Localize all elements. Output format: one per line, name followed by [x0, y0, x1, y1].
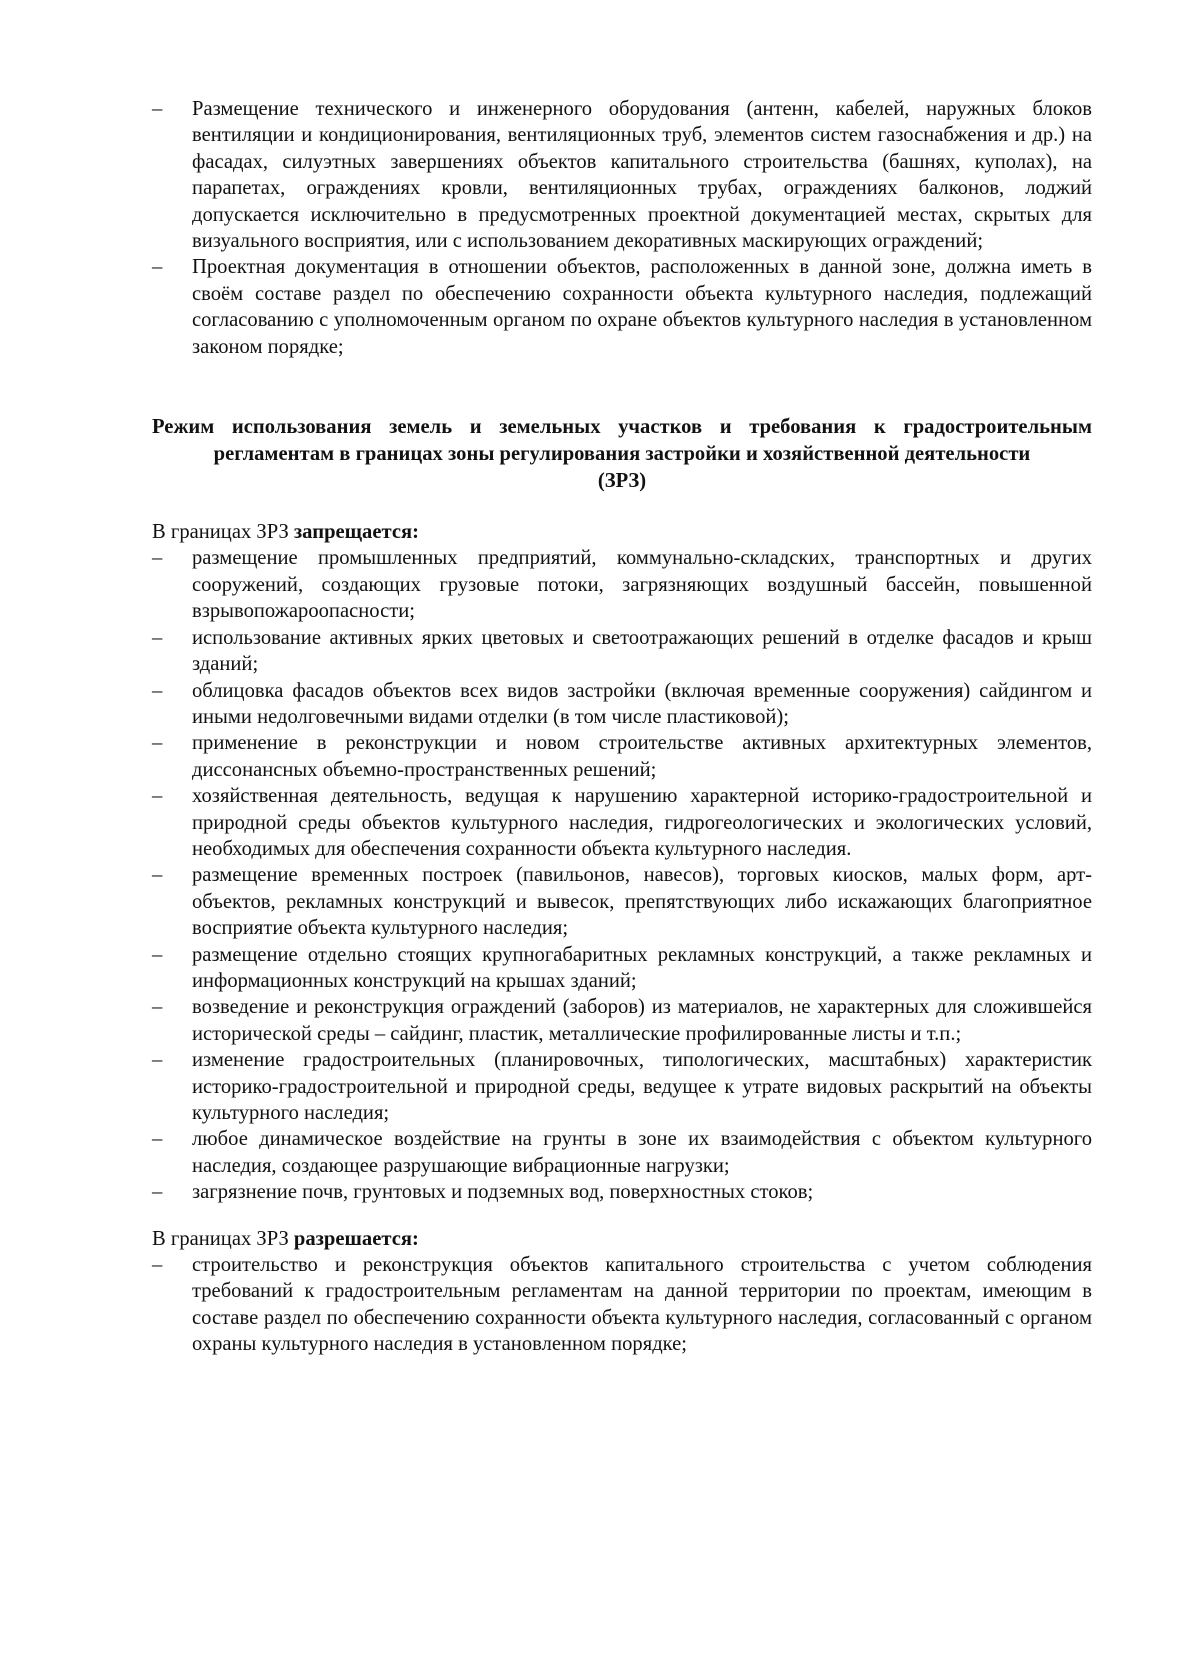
allowed-label-prefix: В границах ЗРЗ	[152, 1227, 294, 1250]
dash-marker: –	[152, 943, 163, 966]
list-item	[152, 254, 1092, 360]
allowed-label	[152, 1226, 1092, 1252]
prohibited-label-keyword: запрещается:	[293, 521, 419, 544]
dash-marker: –	[152, 547, 163, 570]
list-item-text: применение в реконструкции и новом строительстве активных архитектурных элементов, диссонансных объемно-пространственных решений;	[192, 732, 1092, 781]
dash-marker: –	[152, 1128, 163, 1151]
list-item	[152, 1047, 1092, 1126]
section-heading-abbreviation: (ЗРЗ)	[597, 470, 647, 493]
list-item	[152, 730, 1092, 783]
dash-marker: –	[152, 1181, 163, 1204]
section-heading-title: Режим использования земель и земельных участков и требования к градостроительным регламентам в границах зоны регулирования застройки и хозяйственной деятельности	[152, 416, 1092, 466]
section-heading	[152, 414, 1092, 495]
list-item-text: размещение отдельно стоящих крупногабаритных рекламных конструкций, а также рекламных и информационных конструкций на крышах зданий;	[192, 943, 1092, 992]
allowed-label-keyword: разрешается:	[293, 1227, 419, 1250]
dash-marker: –	[152, 1254, 163, 1277]
list-item	[152, 545, 1092, 624]
list-item	[152, 1179, 1092, 1205]
list-item	[152, 942, 1092, 995]
dash-marker: –	[152, 732, 163, 755]
prohibited-list	[152, 545, 1092, 1205]
list-item	[152, 96, 1092, 254]
dash-marker: –	[152, 679, 163, 702]
dash-marker: –	[152, 256, 163, 279]
list-item-text: загрязнение почв, грунтовых и подземных вод, поверхностных стоков;	[192, 1181, 814, 1204]
list-item	[152, 678, 1092, 731]
dash-marker: –	[152, 864, 163, 887]
requirements-list	[152, 96, 1092, 360]
list-item	[152, 783, 1092, 862]
list-item-text: использование активных ярких цветовых и светоотражающих решений в отделке фасадов и крыш зданий;	[192, 626, 1092, 676]
prohibited-label	[152, 519, 1092, 545]
list-item	[152, 862, 1092, 941]
list-item	[152, 1126, 1092, 1179]
dash-marker: –	[152, 1049, 163, 1072]
list-item	[152, 625, 1092, 678]
prohibited-label-prefix: В границах ЗРЗ	[152, 521, 294, 544]
list-item-text: облицовка фасадов объектов всех видов застройки (включая временные сооружения) сайдингом и иными недолговечными видами отделки (в том числе пластиковой);	[192, 679, 1092, 728]
list-item-text: размещение временных построек (павильонов, навесов), торговых киосков, малых форм, арт-объектов, рекламных конструкций и вывесок, препятствующих либо искажающих благоприятное восприятие объекта культурного наследия;	[192, 864, 1092, 940]
list-item	[152, 1252, 1092, 1358]
dash-marker: –	[152, 785, 163, 808]
dash-marker: –	[152, 626, 163, 649]
dash-marker: –	[152, 996, 163, 1019]
dash-marker: –	[152, 98, 163, 120]
allowed-list	[152, 1252, 1092, 1358]
list-item-text: размещение промышленных предприятий, коммунально-складских, транспортных и других сооружений, создающих грузовые потоки, загрязняющих воздушный бассейн, повышенной взрывопожароопасности;	[192, 547, 1092, 623]
list-item-text: возведение и реконструкция ограждений (заборов) из материалов, не характерных для сложившейся исторической среды – сайдинг, пластик, металлические профилированные листы и т.п.;	[192, 996, 1092, 1045]
list-item-text: Проектная документация в отношении объектов, расположенных в данной зоне, должна иметь в своём составе раздел по обеспечению сохранности объекта культурного наследия, подлежащий согласованию с уполномоченным органом по охране объектов культурного наследия в установленном законом порядке;	[192, 256, 1092, 358]
list-item-text: строительство и реконструкция объектов капитального строительства с учетом соблюдения требований к градостроительным регламентам на данной территории по проектам, имеющим в составе раздел по обеспечению сохранности объекта культурного наследия, согласованный с органом охраны культурного наследия в установленном порядке;	[192, 1254, 1092, 1356]
document-page	[152, 96, 1092, 1358]
list-item-text: изменение градостроительных (планировочных, типологических, масштабных) характеристик историко-градостроительной и природной среды, ведущее к утрате видовых раскрытий на объекты культурного наследия;	[192, 1049, 1092, 1124]
list-item-text: любое динамическое воздействие на грунты в зоне их взаимодействия с объектом культурного наследия, создающее разрушающие вибрационные нагрузки;	[192, 1128, 1092, 1177]
list-item	[152, 994, 1092, 1047]
list-item-text: Размещение технического и инженерного оборудования (антенн, кабелей, наружных блоков вентиляции и кондиционирования, вентиляционных труб, элементов систем газоснабжения и др.) на фасадах, силуэтных завершениях объектов капитального строительства (башнях, куполах), на парапетах, ограждениях кровли, вентиляционных трубах, ограждениях балконов, лоджий допускается исключительно в предусмотренных проектной документацией местах, скрытых для визуального восприятия, или с использованием декоративных маскирующих ограждений;	[192, 98, 1092, 253]
list-item-text: хозяйственная деятельность, ведущая к нарушению характерной историко-градостроительной и природной среды объектов культурного наследия, гидрогеологических и экологических условий, необходимых для обеспечения сохранности объекта культурного наследия.	[192, 785, 1092, 860]
